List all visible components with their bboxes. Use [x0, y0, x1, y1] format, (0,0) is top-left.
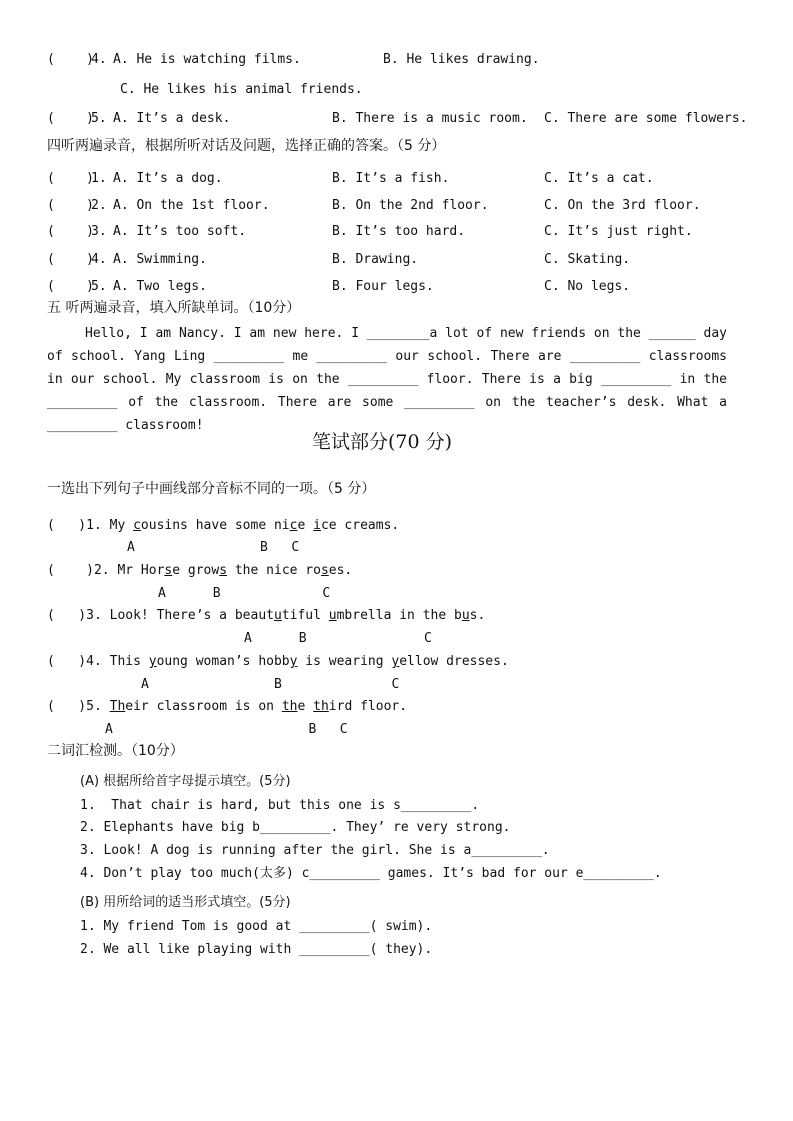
q4-num: 4.: [91, 52, 107, 67]
section5-title: 五 听两遍录音，填入所缺单词。（10分）: [47, 300, 301, 316]
phon-q4-labels: A B C: [141, 677, 400, 692]
phon-q5-labels: A B C: [105, 722, 348, 737]
cloze-text: Hello, I am Nancy. I am new here. I ________a lot of new friends on the ______ day of school. Yang Ling _________ me _________ our school. There are _________ classrooms in our school. My classroom is on the _________ floor. There is a big _________ in the _________ of the classroom. There are some _________ on the teacher’s desk. What a _________ classroom!: [47, 326, 727, 433]
phon-q2: ( )2. Mr Horse grows the nice roses.: [47, 563, 353, 578]
s4-q4-num: 4.: [91, 252, 107, 267]
s4-q1-b: B. It’s a fish.: [332, 171, 450, 186]
vocab-a-item-2: 2. Elephants have big b_________. They’ re very strong.: [80, 820, 511, 835]
phon-q4: ( )4. This young woman’s hobby is wearing yellow dresses.: [47, 654, 509, 669]
s4-q5-b: B. Four legs.: [332, 279, 434, 294]
s4-q5-c: C. No legs.: [544, 279, 631, 294]
vocab-partB-title: (B) 用所给词的适当形式填空。(5分): [80, 895, 291, 910]
vocab-a-item-3: 3. Look! A dog is running after the girl. She is a_________.: [80, 843, 550, 858]
q5-paren: ( ): [47, 111, 94, 126]
phon-q1: ( )1. My cousins have some nice ice creams.: [47, 518, 400, 533]
q4-option-a: A. He is watching films.: [113, 52, 301, 67]
q4-paren: ( ): [47, 52, 94, 67]
s4-q1-a: A. It’s a dog.: [113, 171, 223, 186]
vocab-a-item-1: 1. That chair is hard, but this one is s_________.: [80, 798, 480, 813]
vocab-b-item-1: 1. My friend Tom is good at _________( swim).: [80, 919, 433, 934]
q4-option-b: B. He likes drawing.: [383, 52, 540, 67]
s4-q2-paren: ( ): [47, 198, 94, 213]
s4-q3-paren: ( ): [47, 224, 94, 239]
vocab-title: 二词汇检测。（10分）: [47, 743, 184, 759]
phonetics-title: 一选出下列句子中画线部分音标不同的一项。（5 分）: [47, 481, 376, 497]
q4-option-c: C. He likes his animal friends.: [120, 82, 363, 97]
s4-q5-num: 5.: [91, 279, 107, 294]
s4-q1-c: C. It’s a cat.: [544, 171, 654, 186]
s4-q3-a: A. It’s too soft.: [113, 224, 247, 239]
q5-option-b: B. There is a music room.: [332, 111, 528, 126]
phon-q3: ( )3. Look! There’s a beaututiful umbrella in the bus.: [47, 608, 486, 623]
s4-q2-a: A. On the 1st floor.: [113, 198, 270, 213]
s4-q4-c: C. Skating.: [544, 252, 631, 267]
s4-q1-paren: ( ): [47, 171, 94, 186]
vocab-a-item-4: 4. Don’t play too much(太多) c_________ games. It’s bad for our e_________.: [80, 866, 662, 881]
phon-q5: ( )5. Their classroom is on the third floor.: [47, 699, 408, 714]
s4-q5-a: A. Two legs.: [113, 279, 207, 294]
written-part-title: 笔试部分(70 分): [312, 431, 453, 453]
s4-q4-paren: ( ): [47, 252, 94, 267]
s4-q3-c: C. It’s just right.: [544, 224, 693, 239]
s4-q4-b: B. Drawing.: [332, 252, 419, 267]
s4-q1-num: 1.: [91, 171, 107, 186]
s4-q2-b: B. On the 2nd floor.: [332, 198, 489, 213]
q5-option-a: A. It’s a desk.: [113, 111, 231, 126]
s4-q3-b: B. It’s too hard.: [332, 224, 466, 239]
s4-q3-num: 3.: [91, 224, 107, 239]
s4-q5-paren: ( ): [47, 279, 94, 294]
phon-q2-labels: A B C: [158, 586, 331, 601]
vocab-b-item-2: 2. We all like playing with _________( they).: [80, 942, 433, 957]
section4-title: 四听两遍录音，根据所听对话及问题，选择正确的答案。（5 分）: [47, 138, 446, 154]
q5-option-c: C. There are some flowers.: [544, 111, 748, 126]
q5-num: 5.: [91, 111, 107, 126]
vocab-partA-title: (A) 根据所给首字母提示填空。(5分): [80, 774, 291, 789]
phon-q1-labels: A B C: [127, 540, 300, 555]
phon-q3-labels: A B C: [244, 631, 432, 646]
section5-paragraph: [47, 322, 727, 437]
s4-q2-num: 2.: [91, 198, 107, 213]
s4-q4-a: A. Swimming.: [113, 252, 207, 267]
s4-q2-c: C. On the 3rd floor.: [544, 198, 701, 213]
